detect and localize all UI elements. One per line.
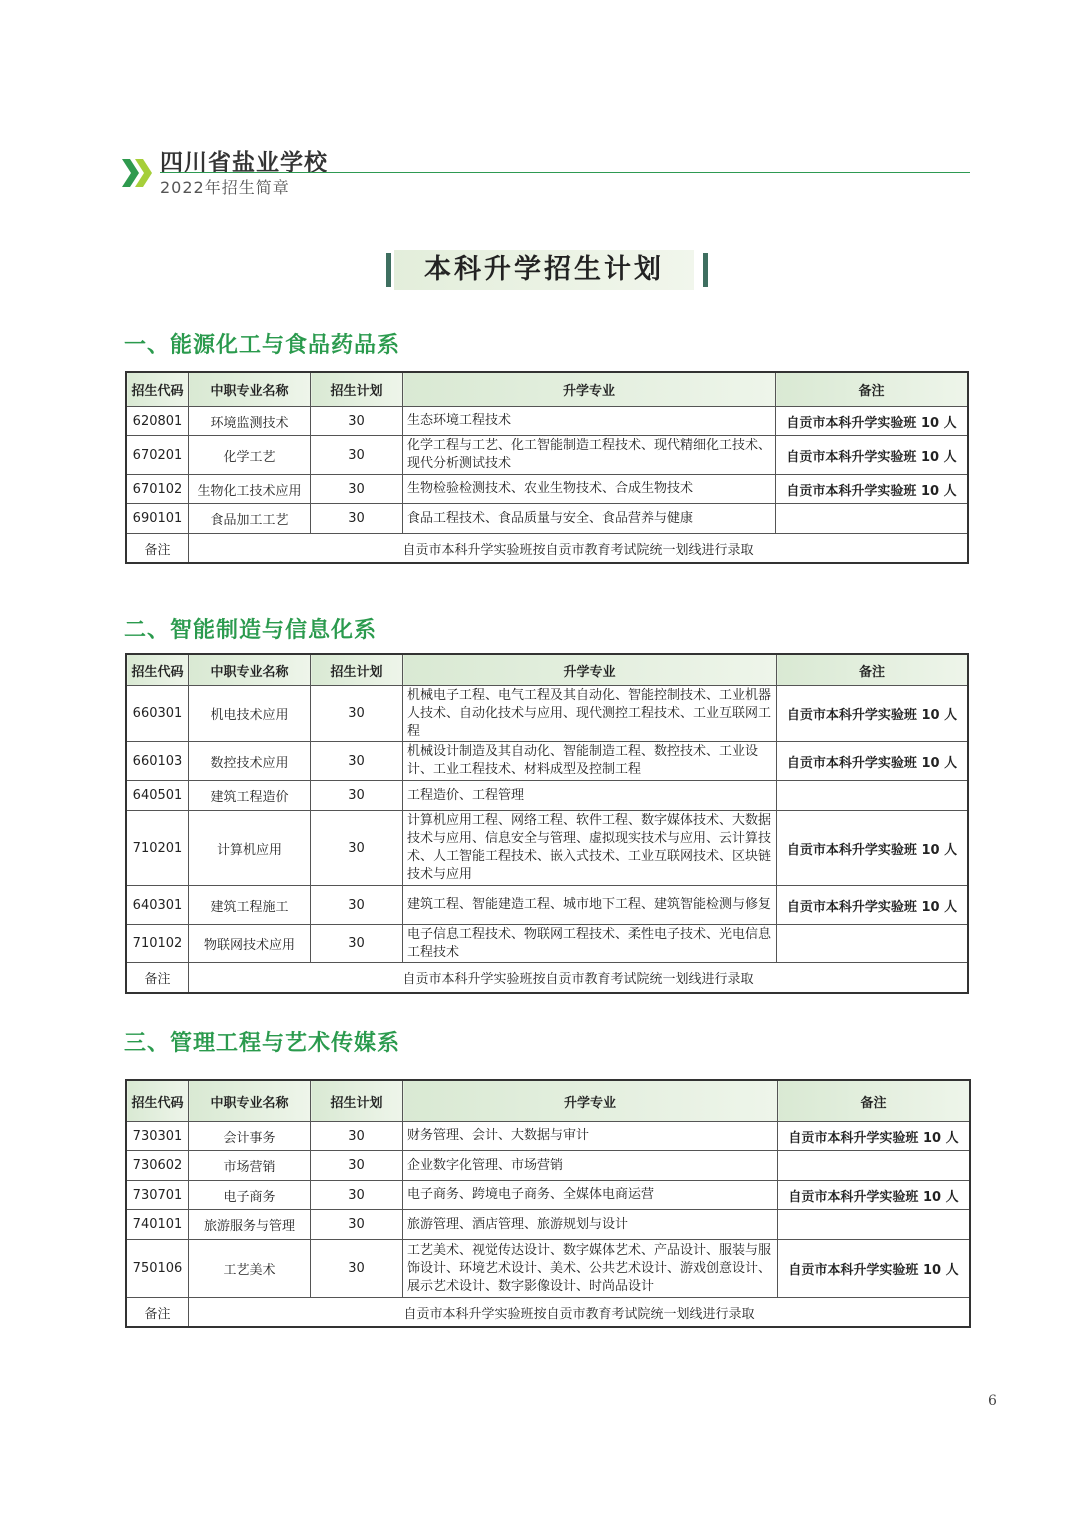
row-plan: 30 (311, 436, 403, 475)
row-note: 自贡市本科升学实验班 10 人 (776, 475, 968, 504)
plan-table (126, 654, 968, 993)
row-name: 工艺美术 (189, 1240, 311, 1298)
col-header-majors: 升学专业 (403, 373, 776, 407)
row-note: 自贡市本科升学实验班 10 人 (778, 1122, 970, 1151)
row-majors: 企业数字化管理、市场营销 (403, 1151, 778, 1181)
row-code: 730602 (127, 1151, 189, 1181)
table-row (127, 1210, 970, 1240)
row-plan: 30 (311, 1181, 403, 1210)
row-code: 730701 (127, 1181, 189, 1210)
row-majors: 化学工程与工艺、化工智能制造工程技术、现代精细化工技术、现代分析测试技术 (403, 436, 776, 475)
row-note: 自贡市本科升学实验班 10 人 (777, 742, 968, 781)
row-note: 自贡市本科升学实验班 10 人 (778, 1181, 970, 1210)
remark-label: 备注 (127, 1298, 189, 1327)
table-row (127, 436, 968, 475)
remark-label: 备注 (127, 534, 189, 563)
table-row (127, 686, 968, 742)
header-divider (160, 172, 970, 173)
row-name: 会计事务 (189, 1122, 311, 1151)
table-row (127, 1151, 970, 1181)
row-note: 自贡市本科升学实验班 10 人 (778, 1240, 970, 1298)
col-header-code: 招生代码 (127, 373, 189, 407)
row-name: 电子商务 (189, 1181, 311, 1210)
row-majors: 生物检验检测技术、农业生物技术、合成生物技术 (403, 475, 776, 504)
row-plan: 30 (311, 1151, 403, 1181)
row-note (778, 1151, 970, 1181)
row-note: 自贡市本科升学实验班 10 人 (776, 407, 968, 436)
row-name: 建筑工程造价 (189, 781, 311, 811)
row-code: 660301 (127, 686, 189, 742)
table-row (127, 407, 968, 436)
table-row (127, 925, 968, 963)
row-code: 740101 (127, 1210, 189, 1240)
row-majors: 机械设计制造及其自动化、智能制造工程、数控技术、工业设计、工业工程技术、材料成型及控制工程 (403, 742, 777, 781)
table-row (127, 1240, 970, 1298)
title-bar-right (703, 253, 708, 287)
row-majors: 建筑工程、智能建造工程、城市地下工程、建筑智能检测与修复 (403, 886, 777, 925)
col-header-code: 招生代码 (127, 1081, 189, 1122)
row-name: 建筑工程施工 (189, 886, 311, 925)
row-code: 670102 (127, 475, 189, 504)
row-majors: 生态环境工程技术 (403, 407, 776, 436)
table-row (127, 475, 968, 504)
row-plan: 30 (311, 886, 403, 925)
col-header-code: 招生代码 (127, 655, 189, 686)
table-row (127, 504, 968, 534)
row-note (777, 781, 968, 811)
row-majors: 电子商务、跨境电子商务、全媒体电商运营 (403, 1181, 778, 1210)
row-code: 710201 (127, 811, 189, 886)
row-code: 750106 (127, 1240, 189, 1298)
row-plan: 30 (311, 925, 403, 963)
table-row (127, 1122, 970, 1151)
row-name: 机电技术应用 (189, 686, 311, 742)
row-plan: 30 (311, 1240, 403, 1298)
remark-text: 自贡市本科升学实验班按自贡市教育考试院统一划线进行录取 (189, 1298, 970, 1327)
row-majors: 机械电子工程、电气工程及其自动化、智能控制技术、工业机器人技术、自动化技术与应用、现代测控工程技术、工业互联网工程 (403, 686, 777, 742)
row-name: 化学工艺 (189, 436, 311, 475)
row-majors: 计算机应用工程、网络工程、软件工程、数字媒体技术、大数据技术与应用、信息安全与管理、虚拟现实技术与应用、云计算技术、人工智能工程技术、嵌入式技术、工业互联网技术、区块链技术与应用 (403, 811, 777, 886)
table-row (127, 742, 968, 781)
col-header-majors: 升学专业 (403, 1081, 778, 1122)
col-header-plan: 招生计划 (311, 655, 403, 686)
row-majors: 电子信息工程技术、物联网工程技术、柔性电子技术、光电信息工程技术 (403, 925, 777, 963)
row-plan: 30 (311, 407, 403, 436)
row-plan: 30 (311, 742, 403, 781)
main-title-block (386, 250, 708, 290)
section-title: 二、智能制造与信息化系 (124, 618, 378, 643)
row-note (777, 925, 968, 963)
row-majors: 食品工程技术、食品质量与安全、食品营养与健康 (403, 504, 776, 534)
section-title: 三、管理工程与艺术传媒系 (124, 1031, 401, 1056)
col-header-name: 中职专业名称 (189, 373, 311, 407)
row-code: 640501 (127, 781, 189, 811)
remark-row (127, 534, 968, 563)
plan-table (126, 372, 968, 563)
row-plan: 30 (311, 1210, 403, 1240)
row-note: 自贡市本科升学实验班 10 人 (777, 886, 968, 925)
col-header-note: 备注 (778, 1081, 970, 1122)
remark-label: 备注 (127, 963, 189, 993)
row-code: 620801 (127, 407, 189, 436)
col-header-note: 备注 (776, 373, 968, 407)
row-code: 640301 (127, 886, 189, 925)
row-majors: 旅游管理、酒店管理、旅游规划与设计 (403, 1210, 778, 1240)
row-name: 物联网技术应用 (189, 925, 311, 963)
page-title: 本科升学招生计划 (424, 254, 664, 285)
title-bar-left (386, 253, 391, 287)
row-plan: 30 (311, 504, 403, 534)
remark-row (127, 1298, 970, 1327)
row-plan: 30 (311, 781, 403, 811)
remark-text: 自贡市本科升学实验班按自贡市教育考试院统一划线进行录取 (189, 534, 968, 563)
row-name: 食品加工工艺 (189, 504, 311, 534)
row-name: 计算机应用 (189, 811, 311, 886)
brochure-subtitle: 2022年招生简章 (160, 178, 290, 197)
col-header-name: 中职专业名称 (189, 1081, 311, 1122)
row-plan: 30 (311, 475, 403, 504)
row-majors: 工艺美术、视觉传达设计、数字媒体艺术、产品设计、服装与服饰设计、环境艺术设计、美术、公共艺术设计、游戏创意设计、展示艺术设计、数字影像设计、时尚品设计 (403, 1240, 778, 1298)
table-row (127, 811, 968, 886)
col-header-note: 备注 (777, 655, 968, 686)
page-number: 6 (988, 1393, 997, 1409)
row-code: 670201 (127, 436, 189, 475)
remark-row (127, 963, 968, 993)
row-note: 自贡市本科升学实验班 10 人 (776, 436, 968, 475)
row-name: 市场营销 (189, 1151, 311, 1181)
double-chevron-icon (120, 156, 156, 190)
row-code: 690101 (127, 504, 189, 534)
row-name: 数控技术应用 (189, 742, 311, 781)
row-note: 自贡市本科升学实验班 10 人 (777, 686, 968, 742)
row-note (778, 1210, 970, 1240)
row-plan: 30 (311, 811, 403, 886)
row-code: 730301 (127, 1122, 189, 1151)
table-row (127, 1181, 970, 1210)
row-note: 自贡市本科升学实验班 10 人 (777, 811, 968, 886)
remark-text: 自贡市本科升学实验班按自贡市教育考试院统一划线进行录取 (189, 963, 968, 993)
table-row (127, 886, 968, 925)
row-plan: 30 (311, 686, 403, 742)
col-header-name: 中职专业名称 (189, 655, 311, 686)
row-majors: 财务管理、会计、大数据与审计 (403, 1122, 778, 1151)
row-note (776, 504, 968, 534)
plan-table (126, 1080, 970, 1327)
row-majors: 工程造价、工程管理 (403, 781, 777, 811)
row-name: 环境监测技术 (189, 407, 311, 436)
school-name: 四川省盐业学校 (160, 149, 328, 176)
row-code: 660103 (127, 742, 189, 781)
section-title: 一、能源化工与食品药品系 (124, 333, 401, 358)
row-code: 710102 (127, 925, 189, 963)
row-name: 生物化工技术应用 (189, 475, 311, 504)
row-plan: 30 (311, 1122, 403, 1151)
col-header-majors: 升学专业 (403, 655, 777, 686)
row-name: 旅游服务与管理 (189, 1210, 311, 1240)
col-header-plan: 招生计划 (311, 1081, 403, 1122)
table-row (127, 781, 968, 811)
col-header-plan: 招生计划 (311, 373, 403, 407)
